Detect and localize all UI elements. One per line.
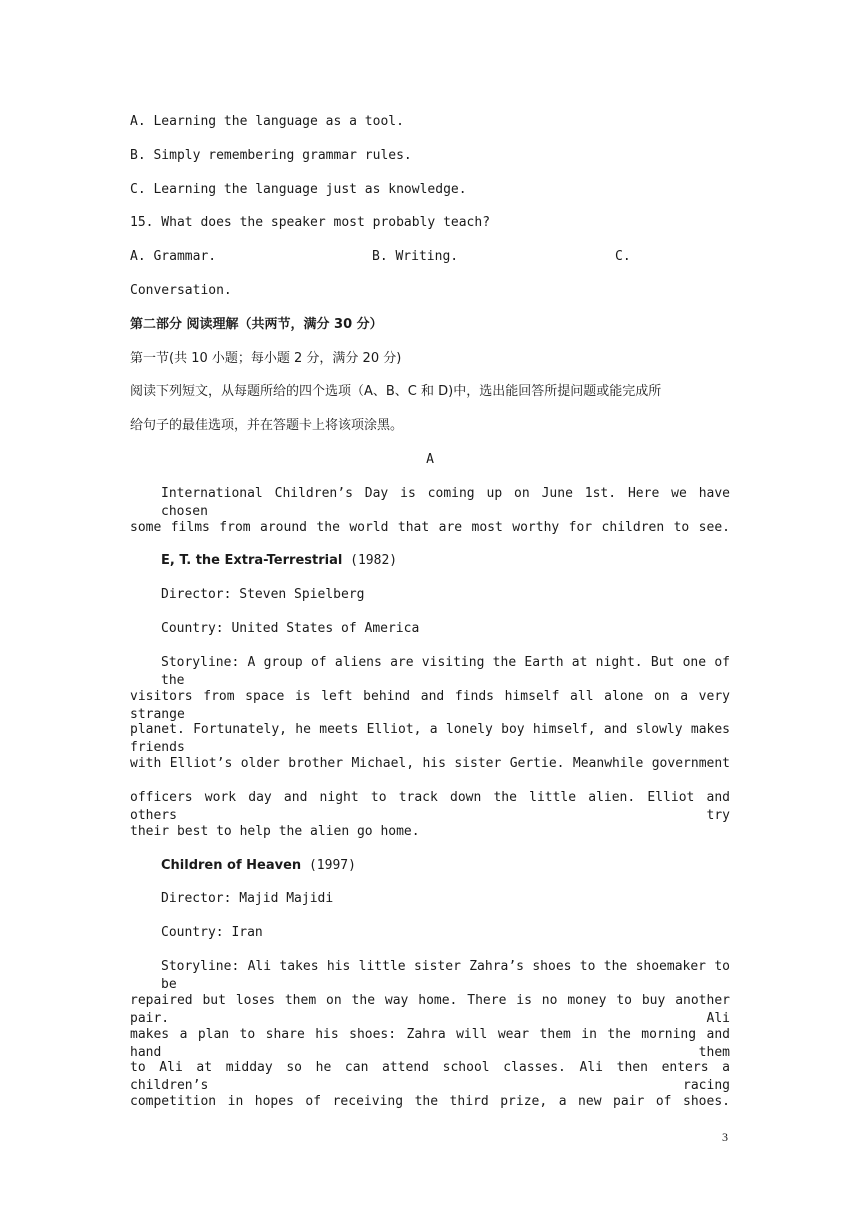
film2-title: Children of Heaven [161,858,302,873]
part2-heading: 第二部分 阅读理解（共两节，满分 30 分） [130,317,383,332]
film1-title: E, T. the Extra-Terrestrial [161,553,343,568]
q15-option-b: B. Writing. [372,249,459,264]
film1-story-line: visitors from space is left behind and finds himself all alone on a very strange [130,689,730,722]
instructions-line-2: 给句子的最佳选项，并在答题卡上将该项涂黑。 [130,418,404,433]
film1-director: Director: Steven Spielberg [161,587,365,602]
intro-line-2: some films from around the world that are most worthy for children to see. [130,520,730,535]
film1-year: (1982) [342,553,398,568]
film1-story-line: planet. Fortunately, he meets Elliot, a lonely boy himself, and slowly makes friends [130,722,730,755]
film1-story-line: officers work day and night to track down the little alien. Elliot and others try [130,790,730,823]
film2-country: Country: Iran [161,925,263,940]
film2-heading [161,857,730,875]
film1-heading [161,552,730,570]
film1-story-line: with Elliot’s older brother Michael, his sister Gertie. Meanwhile government [130,756,730,771]
film2-director: Director: Majid Majidi [161,891,334,906]
film2-story-line: Storyline: Ali takes his little sister Zahra’s shoes to the shoemaker to be [161,959,730,992]
page-number: 3 [722,1130,728,1144]
q15-option-a: A. Grammar. [130,249,217,264]
q15-option-c: C. [615,249,631,264]
film2-story-line: to Ali at midday so he can attend school classes. Ali then enters a children’s racing [130,1060,730,1093]
q14-option-b: B. Simply remembering grammar rules. [130,148,412,163]
instructions-line-1: 阅读下列短文，从每题所给的四个选项（A、B、C 和 D)中，选出能回答所提问题或能完成所 [130,384,662,399]
section1-heading: 第一节(共 10 小题；每小题 2 分，满分 20 分) [130,351,402,366]
film1-story-line: Storyline: A group of aliens are visiting the Earth at night. But one of the [161,655,730,688]
q14-option-c: C. Learning the language just as knowledge. [130,182,467,197]
q15-question: 15. What does the speaker most probably teach? [130,215,491,230]
film2-story-line: makes a plan to share his shoes: Zahra will wear them in the morning and hand them [130,1027,730,1060]
film2-year: (1997) [301,858,356,873]
passage-label: A [426,452,434,467]
film2-story-line: repaired but loses them on the way home. There is no money to buy another pair. Ali [130,993,730,1026]
intro-line-1: International Children’s Day is coming up on June 1st. Here we have chosen [161,486,730,519]
film2-story-line: competition in hopes of receiving the third prize, a new pair of shoes. [130,1094,730,1109]
film1-story-line: their best to help the alien go home. [130,824,420,839]
q15-option-c-continued: Conversation. [130,283,232,298]
film1-country: Country: United States of America [161,621,420,636]
q14-option-a: A. Learning the language as a tool. [130,114,404,129]
